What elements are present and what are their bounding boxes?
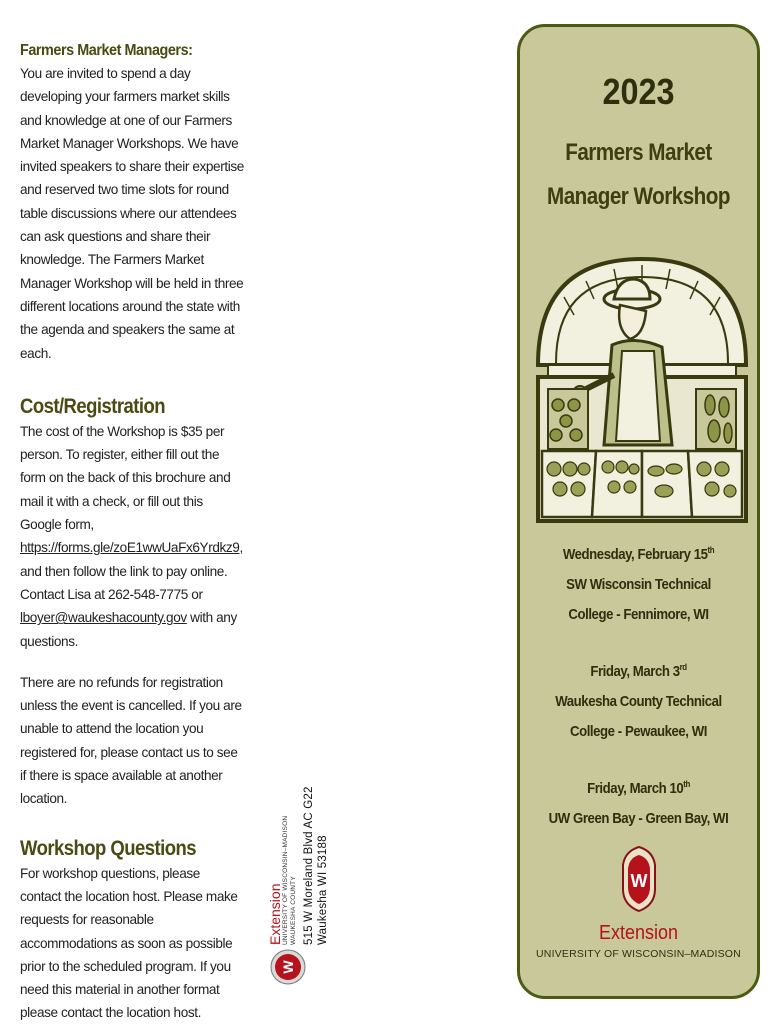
event-day-suffix: th: [683, 779, 690, 789]
logo-uw-text: UNIVERSITY OF WISCONSIN–MADISON: [536, 948, 741, 960]
google-form-link[interactable]: https://forms.gle/zoE1wwUaFx6Yrdkz9: [20, 540, 240, 556]
event-pewaukee: [520, 652, 757, 747]
cost-registration-heading: Cost/Registration: [20, 394, 166, 418]
cost-text-after-link: , and then follow the link to pay online. Contact Lisa at 262-548-7775 or: [20, 540, 243, 602]
mailing-address-line1: 515 W Moreland Blvd AC G22: [303, 786, 315, 945]
intro-paragraph: You are invited to spend a day developing your farmers market skills and knowledge at one of our Farmers Market Manager Workshops. We have invited speakers to share their expertise and reserved two time slots for round table discussions where our attendees can ask questions and share their knowledge. The Farmers Market Manager Workshop will be held in three different locations around the state with the agenda and speakers the same at each.: [20, 66, 244, 361]
event-day: Friday, March 10: [587, 780, 684, 797]
event-day-suffix: th: [707, 545, 715, 555]
event-day-suffix: rd: [679, 662, 687, 672]
mailing-address-line2: Waukesha WI 53188: [317, 835, 329, 945]
cover-panel: [517, 24, 760, 999]
cost-paragraph: [20, 420, 244, 653]
refund-paragraph: There are no refunds for registration unless the event is cancelled. If you are unable to attend the location you registered for, please contact us to see if there is space available at another location.: [20, 674, 242, 807]
uw-crest-icon: [619, 845, 659, 913]
event-green-bay: [520, 769, 757, 834]
event-fennimore: [520, 535, 757, 630]
uw-crest-icon: [270, 949, 306, 985]
cover-title-line1: Farmers Market: [565, 139, 712, 166]
event-day: Wednesday, February 15: [562, 546, 708, 563]
farmer-market-stand-illustration: [534, 255, 750, 523]
logo-extension-text: Extension: [598, 922, 679, 944]
event-location: College - Pewaukee, WI: [569, 723, 708, 740]
cover-year: 2023: [602, 71, 675, 112]
cost-text-after-email: with any questions.: [20, 610, 237, 649]
mailing-county-label: WAUKESHA COUNTY: [290, 876, 297, 945]
cost-text: The cost of the Workshop is $35 per person. To register, either fill out the form on the back of this brochure and mail it with a check, or fill out this Google form,: [20, 423, 231, 533]
left-column: [20, 40, 244, 1024]
questions-paragraph: For workshop questions, please contact the location host. Please make requests for reasonable accommodations as soon as possible prior to the scheduled program. If you need this material in another format please contact the location host.: [20, 865, 238, 1021]
event-dates: [520, 535, 757, 856]
svg-text:W: W: [280, 960, 296, 974]
cover-title: [537, 131, 741, 219]
mailing-uw-label: UNIVERSITY OF WISCONSIN–MADISON: [282, 815, 289, 945]
extension-logo: [520, 845, 757, 961]
cover-title-line2: Manager Workshop: [547, 183, 730, 210]
mailing-panel: [268, 760, 340, 985]
svg-text:W: W: [630, 871, 647, 891]
event-location: Waukesha County Technical: [555, 693, 722, 710]
event-location: College - Fennimore, WI: [568, 606, 709, 623]
event-location: UW Green Bay - Green Bay, WI: [548, 810, 729, 827]
event-location: SW Wisconsin Technical: [566, 576, 711, 593]
email-link[interactable]: lboyer@waukeshacounty.gov: [20, 610, 187, 626]
event-day: Friday, March 3: [590, 663, 680, 680]
workshop-questions-heading: Workshop Questions: [20, 836, 196, 860]
intro-heading: Farmers Market Managers:: [20, 42, 193, 59]
mailing-extension-label: Extension: [267, 883, 283, 945]
